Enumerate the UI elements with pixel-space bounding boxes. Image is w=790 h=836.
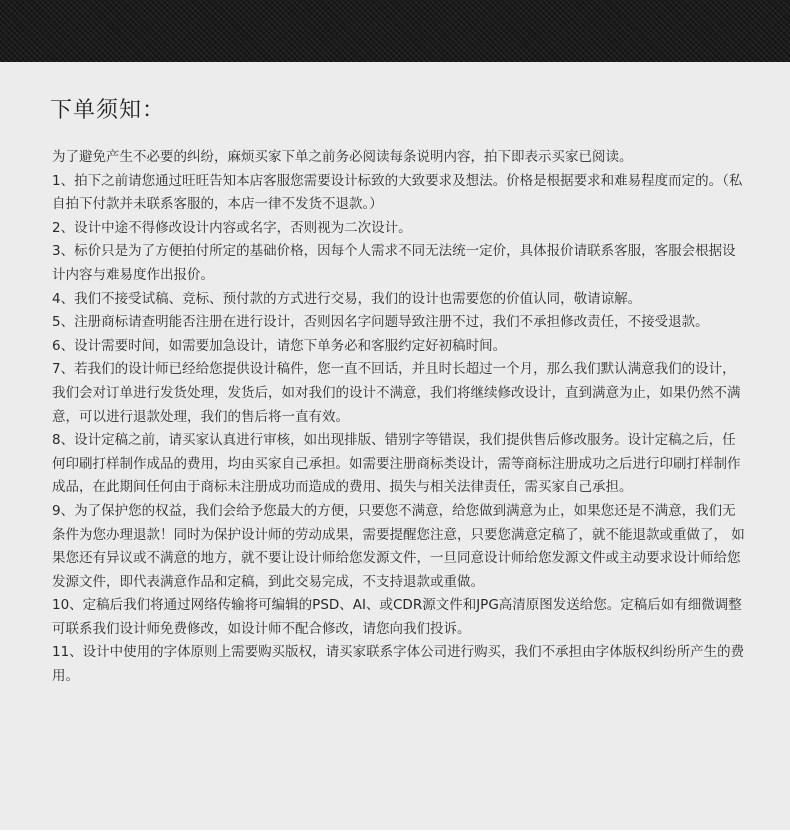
rule-item-9: 9、为了保护您的权益，我们会给予您最大的方便，只要您不满意，给您做到满意为止，如果您还是不满意，我们无条件为您办理退款！同时为保护设计师的劳动成果，需要提醒您注意，只要您满意定稿了，就不能退款或重做了， 如果您还有异议或不满意的地方，就不要让设计师给您发源文件，一旦同意设计师给您发源文件或主动要求设计师给您发源文件，即代表满意作品和定稿，到此交易完成，不支持退款或重做。	[52, 502, 745, 590]
rule-item-11: 11、设计中使用的字体原则上需要购买版权，请买家联系字体公司进行购买，我们不承担由字体版权纠纷所产生的费用。	[52, 644, 745, 685]
rule-item-10: 10、定稿后我们将通过网络传输将可编辑的PSD、AI、或CDR源文件和JPG高清原图发送给您。定稿后如有细微调整可联系我们设计师免费修改，如设计师不配合修改，请您向我们投诉。	[52, 597, 742, 637]
page-title: 下单须知：	[50, 98, 166, 123]
intro-paragraph: 为了避免产生不必要的纠纷，麻烦买家下单之前务必阅读每条说明内容，拍下即表示买家已阅读。	[52, 149, 633, 165]
rule-item-6: 6、设计需要时间，如需要加急设计，请您下单务必和客服约定好初稿时间。	[52, 337, 507, 354]
rule-item-7: 7、若我们的设计师已经给您提供设计稿件，您一直不回话，并且时长超过一个月，那么我们默认满意我们的设计，我们会对订单进行发货处理，发货后，如对我们的设计不满意，我们将继续修改设计，直到满意为止，如果仍然不满意，可以进行退款处理，我们的售后将一直有效。	[52, 361, 741, 425]
bottom-divider	[0, 830, 790, 836]
rule-item-1: 1、拍下之前请您通过旺旺告知本店客服您需要设计标致的大致要求及想法。价格是根据要求和难易程度而定的。（私自拍下付款并未联系客服的，本店一律不发货不退款。）	[52, 172, 743, 213]
rule-item-8: 8、设计定稿之前，请买家认真进行审核，如出现排版、错别字等错误，我们提供售后修改服务。设计定稿之后，任何印刷打样制作成品的费用，均由买家自己承担。如需要注册商标类设计，需等商标注册成功之后进行印刷打样制作成品，在此期间任何由于商标未注册成功而造成的费用、损失与相关法律责任，需买家自己承担。	[52, 432, 741, 496]
header-texture-band	[0, 0, 790, 62]
rule-item-3: 3、标价只是为了方便拍付所定的基础价格，因每个人需求不同无法统一定价，具体报价请联系客服，客服会根据设计内容与难易度作出报价。	[52, 243, 736, 283]
notice-body	[52, 146, 746, 689]
rule-item-2: 2、设计中途不得修改设计内容或名字，否则视为二次设计。	[52, 219, 412, 236]
rule-item-4: 4、我们不接受试稿、竞标、预付款的方式进行交易，我们的设计也需要您的价值认同，敬请谅解。	[52, 290, 642, 307]
rule-item-5: 5、注册商标请查明能否注册在进行设计，否则因名字问题导致注册不过，我们不承担修改责任，不接受退款。	[52, 314, 709, 331]
